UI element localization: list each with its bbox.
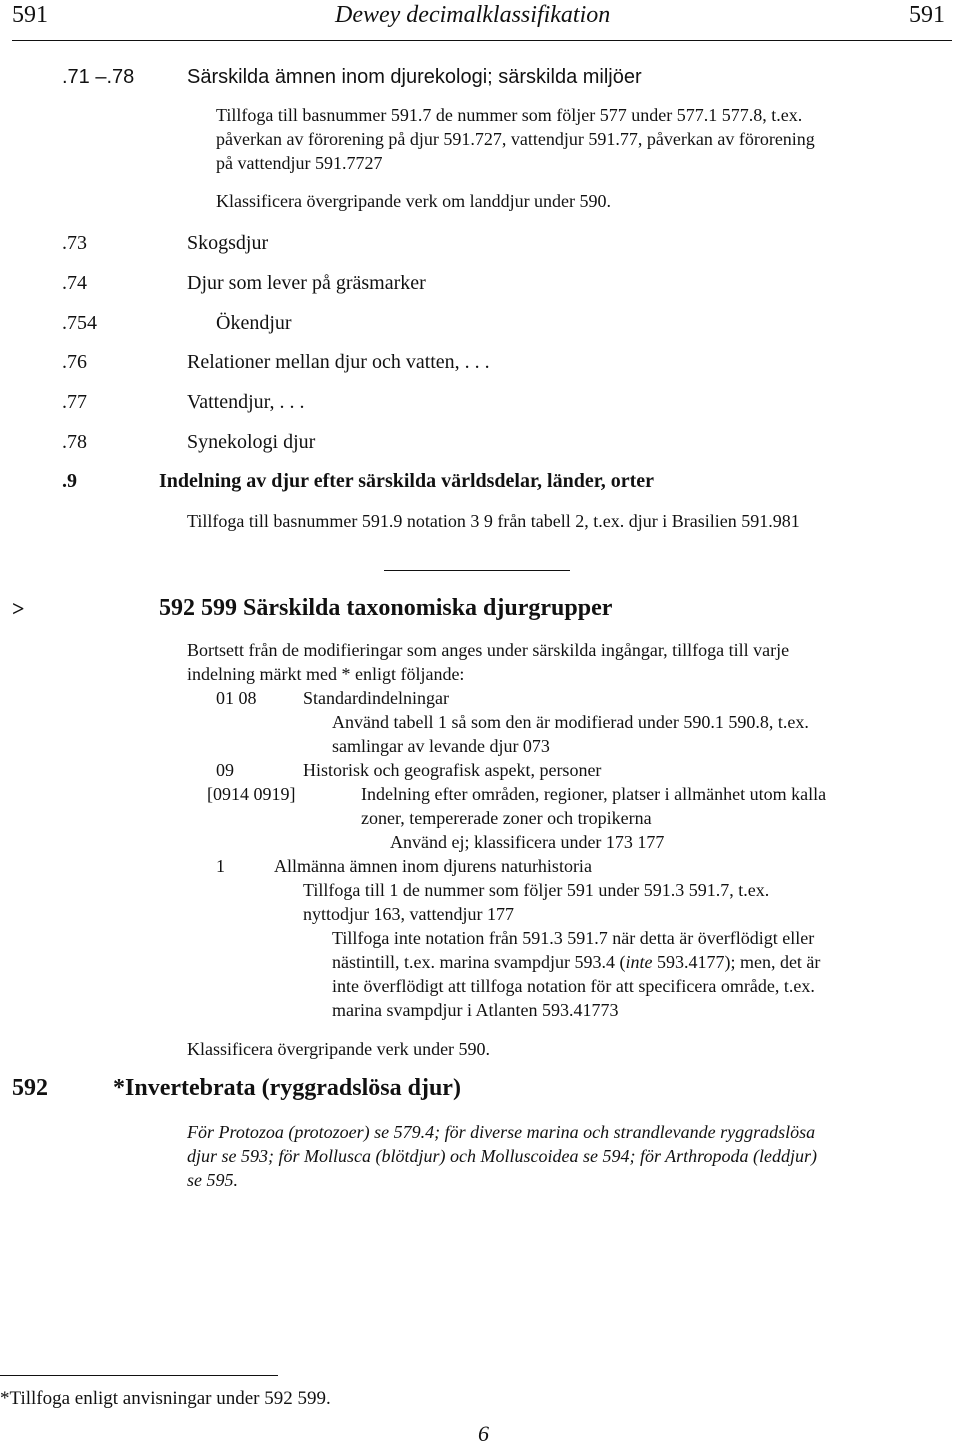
subnote-text: 593.4177); men, det är bbox=[652, 952, 821, 972]
entry-number: .74 bbox=[62, 272, 87, 294]
subnote-text: nästintill, t.ex. marina svampdjur 593.4 ( bbox=[332, 952, 626, 972]
entry-heading-592: *Invertebrata (ryggradslösa djur) bbox=[113, 1075, 461, 1101]
subnote-line bbox=[332, 953, 820, 971]
entry-label: Vattendjur, . . . bbox=[187, 391, 305, 413]
table-code: [0914 0919] bbox=[207, 784, 296, 804]
table-note: nyttodjur 163, vattendjur 177 bbox=[303, 904, 514, 924]
see-note-line-2: djur se 593; för Mollusca (blötdjur) och Molluscoidea se 594; för Arthropoda (leddjur) bbox=[187, 1146, 817, 1166]
table-code: 1 bbox=[216, 856, 225, 876]
entry-number: .77 bbox=[62, 391, 87, 413]
entry-label: Skogsdjur bbox=[187, 232, 269, 254]
table-label: Historisk och geografisk aspekt, personer bbox=[303, 760, 602, 780]
note-line-3: på vattendjur 591.7727 bbox=[216, 153, 383, 173]
entry-heading-71-78: Särskilda ämnen inom djurekologi; särskilda miljöer bbox=[187, 66, 642, 88]
note-line-1: Tillfoga till basnummer 591.7 de nummer som följer 577 under 577.1 577.8, t.ex. bbox=[216, 105, 803, 125]
entry-number: .754 bbox=[62, 312, 97, 334]
footnote: *Tillfoga enligt anvisningar under 592 599. bbox=[0, 1388, 331, 1409]
span-heading-592-599: 592 599 Särskilda taxonomiska djurgrupper bbox=[159, 595, 613, 621]
subnote-line: marina svampdjur i Atlanten 593.41773 bbox=[332, 1000, 619, 1020]
table-note: samlingar av levande djur 073 bbox=[332, 736, 550, 756]
note-line-2: påverkan av förorening på djur 591.727, vattendjur 591.77, påverkan av förorening bbox=[216, 129, 815, 149]
subnote-line: inte överflödigt att tillfoga notation för att specificera område, t.ex. bbox=[332, 976, 815, 996]
class-note-landdjur: Klassificera övergripande verk om landdjur under 590. bbox=[216, 191, 612, 211]
page-number: 6 bbox=[478, 1421, 489, 1446]
entry-number: .78 bbox=[62, 431, 87, 453]
table-label: Allmänna ämnen inom djurens naturhistoria bbox=[274, 856, 592, 876]
subnote-italic: inte bbox=[625, 952, 653, 972]
table-note: Använd ej; klassificera under 173 177 bbox=[390, 832, 665, 852]
table-code: 09 bbox=[216, 760, 234, 780]
entry-label: Synekologi djur bbox=[187, 431, 316, 453]
table-note: Använd tabell 1 så som den är modifierad under 590.1 590.8, t.ex. bbox=[332, 712, 809, 732]
entry-number: .73 bbox=[62, 232, 87, 254]
footnote-rule bbox=[0, 1375, 278, 1376]
see-note-line-3: se 595. bbox=[187, 1170, 238, 1190]
header-rule bbox=[12, 40, 952, 41]
subnote-line: Tillfoga inte notation från 591.3 591.7 när detta är överflödigt eller bbox=[332, 928, 815, 948]
entry-number-9: .9 bbox=[62, 470, 77, 492]
entry-label: Djur som lever på gräsmarker bbox=[187, 272, 426, 294]
table-label: zoner, tempererade zoner och tropikerna bbox=[361, 808, 652, 828]
entry-label: Relationer mellan djur och vatten, . . . bbox=[187, 351, 490, 373]
see-note-line-1: För Protozoa (protozoer) se 579.4; för diverse marina och strandlevande ryggradslösa bbox=[187, 1122, 816, 1142]
header-page-right: 591 bbox=[909, 2, 945, 28]
class-note-590: Klassificera övergripande verk under 590. bbox=[187, 1039, 491, 1059]
entry-number: .76 bbox=[62, 351, 87, 373]
entry-number-71-78: .71 –.78 bbox=[62, 66, 135, 88]
intro-line-2: indelning märkt med * enligt följande: bbox=[187, 664, 465, 684]
table-label: Standardindelningar bbox=[303, 688, 449, 708]
table-label: Indelning efter områden, regioner, platser i allmänhet utom kalla bbox=[361, 784, 827, 804]
span-marker: > bbox=[12, 596, 25, 621]
table-code: 01 08 bbox=[216, 688, 257, 708]
entry-label: Ökendjur bbox=[216, 312, 292, 334]
header-page-left: 591 bbox=[12, 2, 48, 28]
header-title: Dewey decimalklassifikation bbox=[335, 2, 611, 28]
entry-number-592: 592 bbox=[12, 1075, 48, 1101]
table-note: Tillfoga till 1 de nummer som följer 591 under 591.3 591.7, t.ex. bbox=[303, 880, 770, 900]
note-notation-9: Tillfoga till basnummer 591.9 notation 3 9 från tabell 2, t.ex. djur i Brasilien 591.981 bbox=[187, 511, 800, 531]
intro-line-1: Bortsett från de modifieringar som anges under särskilda ingångar, tillfoga till varje bbox=[187, 640, 790, 660]
section-rule bbox=[384, 570, 570, 571]
entry-heading-9: Indelning av djur efter särskilda världsdelar, länder, orter bbox=[159, 470, 655, 492]
